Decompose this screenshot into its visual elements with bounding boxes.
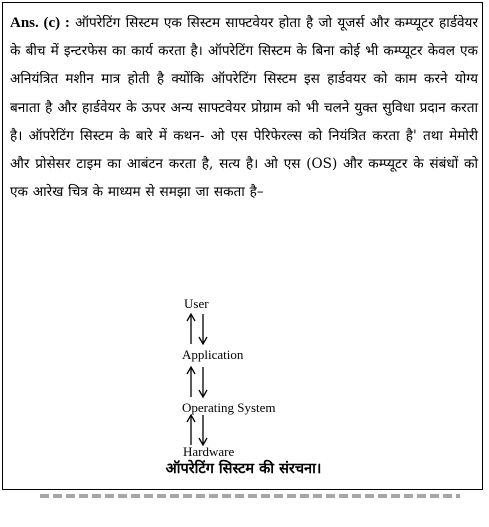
up-down-arrows-icon: [185, 312, 209, 346]
answer-label: Ans. (c) :: [10, 15, 70, 31]
answer-text: ऑपरेटिंग सिस्टम एक सिस्टम साफ्टवेयर होता है जो यूजर्स और कम्प्यूटर हार्डवेयर के बीच में इन्टरफेस का कार्य करता है। ऑपरेटिंग सिस्टम के बिना कोई भी कम्प्यूटर केवल एक अनियंत्रित मशीन मात्र होती है क्योंकि ऑपरेटिंग सिस्टम इस हार्डवयर को काम करने योग्य बनाता है और हार्डवेयर के ऊपर अन्य साफ्टवेयर प्रोग्राम को भी चलने युक्त सुविधा प्रदान करता है। ऑपरेटिंग सिस्टम के बारे में कथन- ओ एस पेरिफेरल्स को नियंत्रित करता है' तथा मेमोरी और प्रोसेसर टाइम का आबंटन करता है, सत्य है। ओ एस (OS) और कम्प्यूटर के संबंधों को एक आरेख चित्र के माध्यम से समझा जा सकता है–: [10, 15, 479, 201]
up-down-arrows-icon: [185, 365, 209, 399]
layer-user: User: [184, 296, 209, 311]
diagram-caption: ऑपरेटिंग सिस्टम की संरचना।: [165, 460, 322, 477]
cut-off-next-line: [40, 494, 460, 498]
layer-hardware: Hardware: [183, 444, 235, 459]
layer-operating-system: Operating System: [182, 400, 276, 415]
answer-box: [2, 2, 483, 490]
up-down-arrows-icon: [185, 413, 209, 447]
os-structure-diagram: [3, 3, 484, 491]
layer-application: Application: [182, 347, 244, 362]
